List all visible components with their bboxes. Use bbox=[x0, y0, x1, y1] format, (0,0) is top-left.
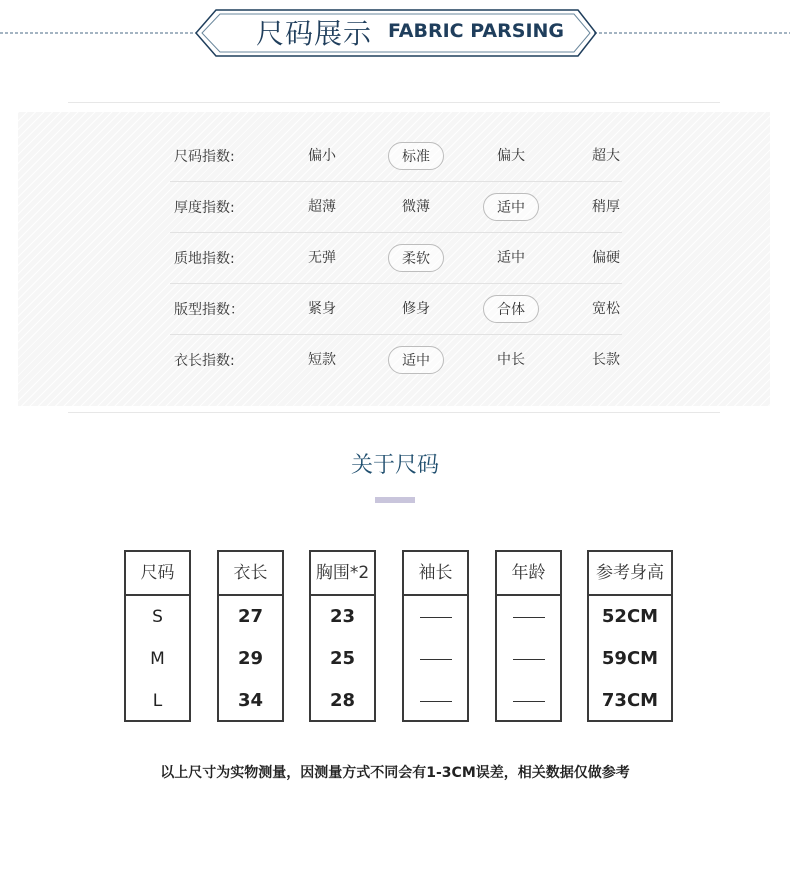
index-option: 合体 bbox=[483, 295, 539, 323]
index-option: 偏大 bbox=[497, 148, 525, 164]
table-cell: 34 bbox=[237, 690, 264, 711]
column-header: 胸围*2 bbox=[311, 552, 374, 596]
index-option: 稍厚 bbox=[592, 199, 620, 215]
age-column bbox=[495, 550, 562, 722]
empty-dash bbox=[513, 659, 545, 660]
divider-top bbox=[68, 102, 720, 103]
row-separator bbox=[170, 232, 622, 233]
table-cell: 52CM bbox=[601, 606, 659, 627]
table-cell: 25 bbox=[329, 648, 356, 669]
section-title: 关于尺码 bbox=[350, 453, 439, 478]
index-option: 无弹 bbox=[308, 250, 336, 266]
table-cell: 29 bbox=[237, 648, 264, 669]
index-option: 超大 bbox=[592, 148, 620, 164]
length-column bbox=[217, 550, 284, 722]
table-cell bbox=[404, 680, 467, 722]
index-option: 中长 bbox=[497, 352, 525, 368]
index-label: 厚度指数: bbox=[174, 200, 235, 216]
title-underline bbox=[375, 497, 415, 503]
table-cell bbox=[404, 638, 467, 680]
row-separator bbox=[170, 181, 622, 182]
column-header: 衣长 bbox=[219, 552, 282, 596]
empty-dash bbox=[513, 701, 545, 702]
index-label: 尺码指数: bbox=[174, 149, 235, 165]
chest-column bbox=[309, 550, 376, 722]
index-option: 微薄 bbox=[402, 199, 430, 215]
index-option: 标准 bbox=[388, 142, 444, 170]
index-option: 偏硬 bbox=[592, 250, 620, 266]
table-cell: 28 bbox=[329, 690, 356, 711]
index-option: 适中 bbox=[483, 193, 539, 221]
index-option: 宽松 bbox=[592, 301, 620, 317]
table-cell bbox=[497, 680, 560, 722]
table-cell bbox=[497, 596, 560, 638]
index-label: 版型指数： bbox=[174, 302, 244, 318]
row-separator bbox=[170, 283, 622, 284]
empty-dash bbox=[420, 701, 452, 702]
index-option: 柔软 bbox=[388, 244, 444, 272]
index-option: 短款 bbox=[308, 352, 336, 368]
table-cell: 73CM bbox=[601, 690, 659, 711]
banner-title-cn: 尺码展示 bbox=[256, 17, 373, 50]
index-label: 质地指数: bbox=[174, 251, 235, 267]
index-option: 偏小 bbox=[308, 148, 336, 164]
table-cell: S bbox=[152, 607, 163, 627]
index-option: 适中 bbox=[388, 346, 444, 374]
empty-dash bbox=[420, 617, 452, 618]
column-header: 年龄 bbox=[497, 552, 560, 596]
index-option: 超薄 bbox=[308, 199, 336, 215]
column-header: 尺码 bbox=[126, 552, 189, 596]
empty-dash bbox=[420, 659, 452, 660]
banner-title-en: FABRIC PARSING bbox=[388, 20, 565, 42]
header-banner bbox=[0, 0, 790, 64]
table-cell: 27 bbox=[237, 606, 264, 627]
table-cell: M bbox=[150, 649, 165, 669]
index-label: 衣长指数: bbox=[174, 353, 235, 369]
column-header: 参考身高 bbox=[589, 552, 671, 596]
divider-bottom bbox=[68, 412, 720, 413]
index-option: 修身 bbox=[402, 301, 430, 317]
index-option: 紧身 bbox=[308, 301, 336, 317]
row-separator bbox=[170, 334, 622, 335]
table-cell: 23 bbox=[329, 606, 356, 627]
table-cell: 59CM bbox=[601, 648, 659, 669]
table-cell: L bbox=[152, 691, 163, 711]
index-option: 长款 bbox=[592, 352, 620, 368]
table-cell bbox=[404, 596, 467, 638]
empty-dash bbox=[513, 617, 545, 618]
size-column bbox=[124, 550, 191, 722]
height-column bbox=[587, 550, 673, 722]
column-header: 袖长 bbox=[404, 552, 467, 596]
index-option: 适中 bbox=[497, 250, 525, 266]
table-cell bbox=[497, 638, 560, 680]
footnote: 以上尺寸为实物测量，因测量方式不同会有1-3CM误差，相关数据仅做参考 bbox=[160, 765, 630, 781]
sleeve-column bbox=[402, 550, 469, 722]
